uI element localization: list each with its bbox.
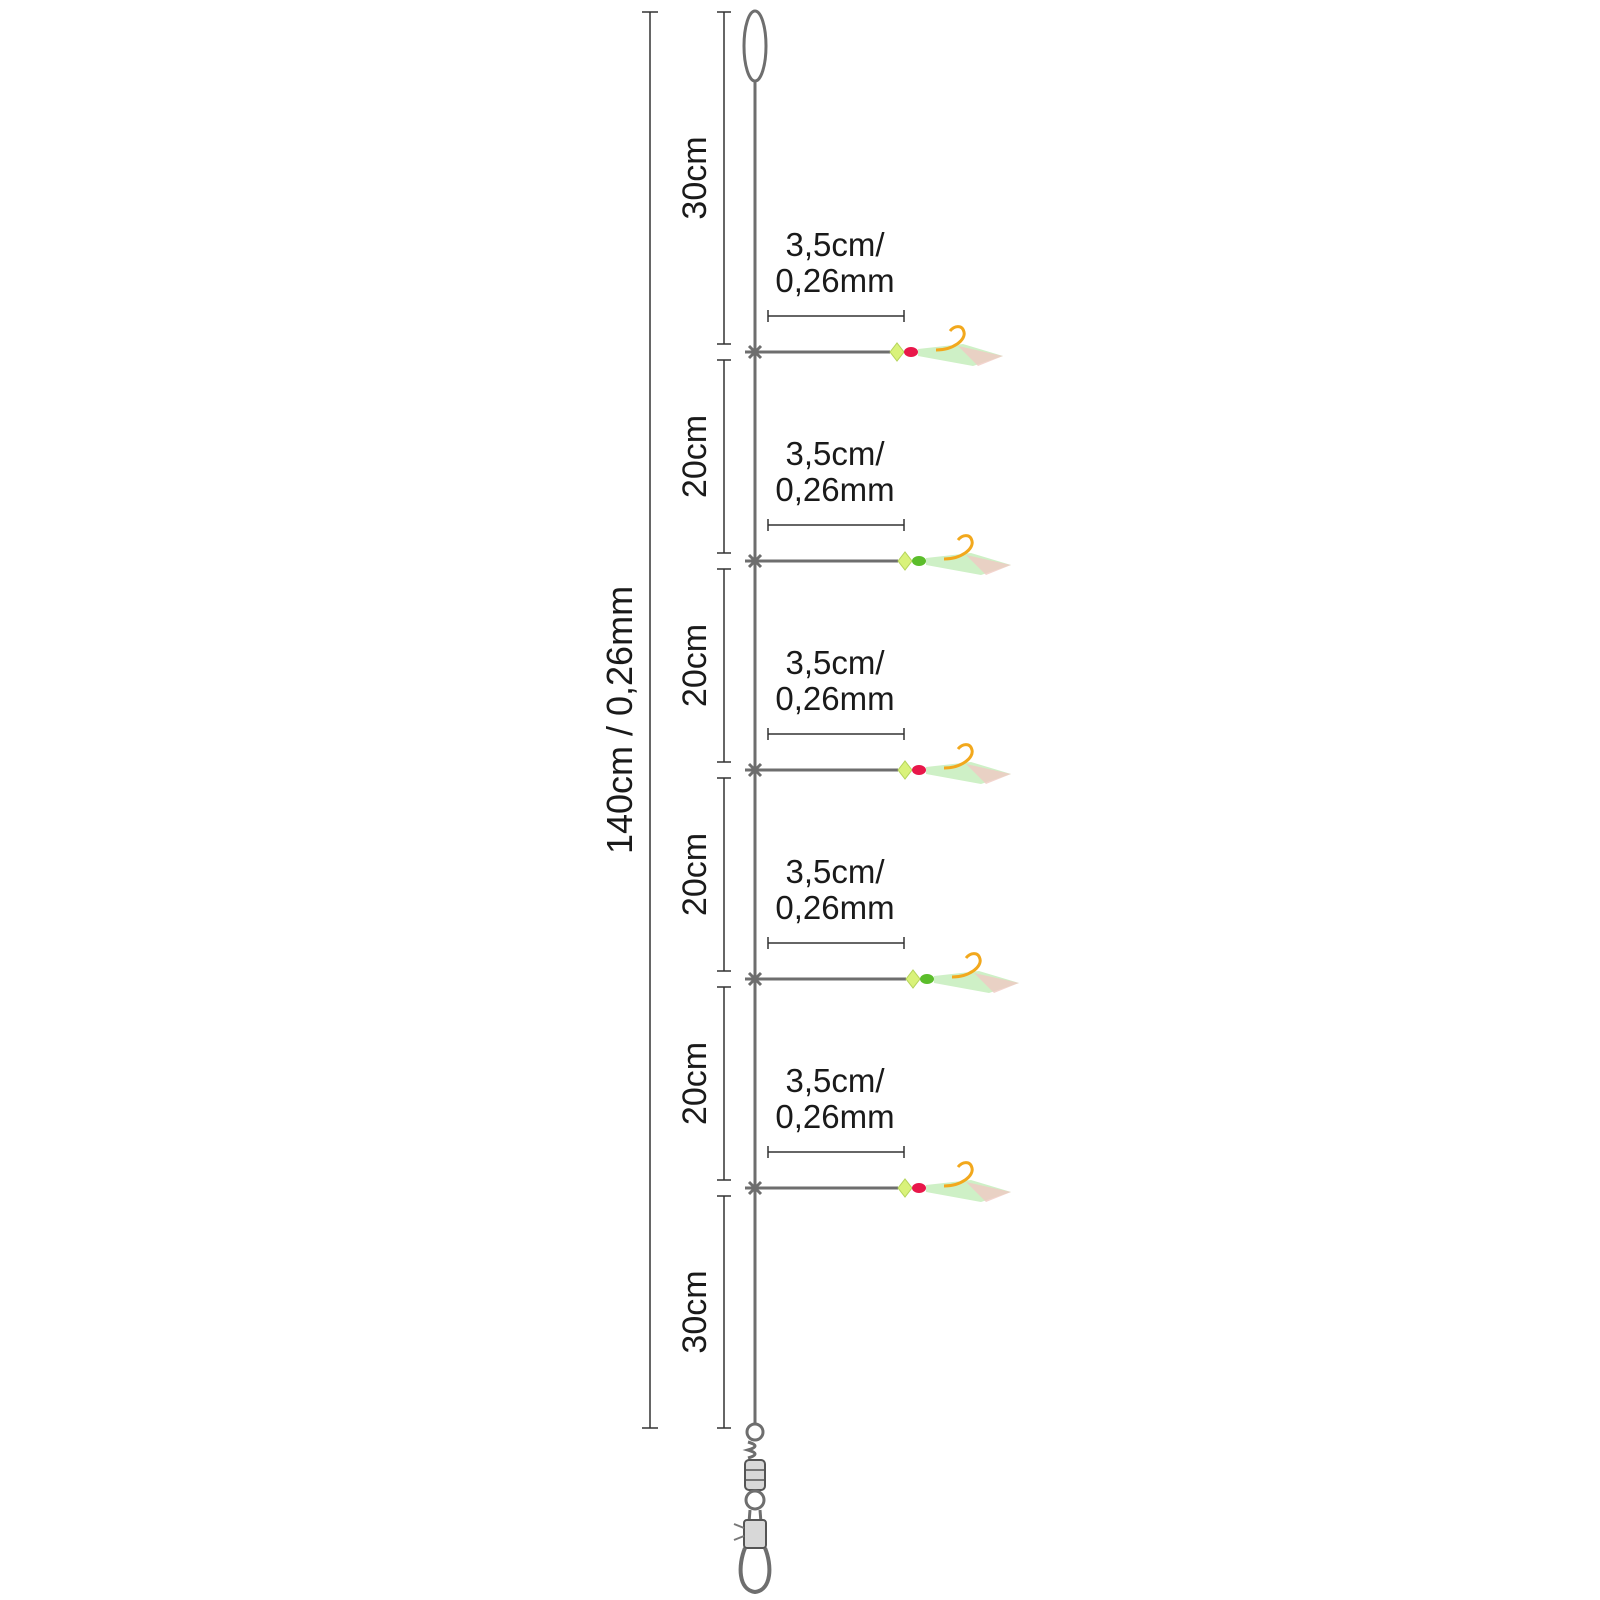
total-dimension xyxy=(599,12,658,1428)
snood-length-label: 3,5cm/ xyxy=(785,435,885,472)
segment-dimension xyxy=(676,778,731,971)
snood-dimension-line xyxy=(768,310,904,322)
snood-length-label: 3,5cm/ xyxy=(785,226,885,263)
bead-icon xyxy=(904,347,918,357)
float-bead-icon xyxy=(906,970,920,988)
top-loop xyxy=(744,11,766,81)
swivel-snap-icon xyxy=(734,1424,769,1592)
snood-length-label: 3,5cm/ xyxy=(785,644,885,681)
main-line xyxy=(744,11,766,1425)
snood-diameter-label: 0,26mm xyxy=(775,680,895,717)
total-length-label: 140cm / 0,26mm xyxy=(599,585,640,855)
snood xyxy=(745,226,1003,366)
segment-length-label: 20cm xyxy=(676,623,714,708)
segment-length-label: 30cm xyxy=(676,136,714,220)
segment-length-label: 20cm xyxy=(676,414,714,499)
segment-dimension xyxy=(676,360,731,553)
snood xyxy=(745,853,1019,993)
snood-diameter-label: 0,26mm xyxy=(775,1098,895,1135)
snood-diameter-label: 0,26mm xyxy=(775,889,895,926)
segment-dimension xyxy=(676,1196,731,1428)
snood-length-label: 3,5cm/ xyxy=(785,1062,885,1099)
snood xyxy=(745,644,1011,784)
segment-dimension xyxy=(676,987,731,1180)
segment-dimension xyxy=(676,569,731,762)
bead-icon xyxy=(912,1183,926,1193)
segment-dimension xyxy=(676,12,731,344)
snood xyxy=(745,435,1011,575)
snood-diameter-label: 0,26mm xyxy=(775,471,895,508)
bead-icon xyxy=(920,974,934,984)
snoods xyxy=(745,226,1019,1202)
snood-dimension-line xyxy=(768,728,904,740)
segment-length-label: 20cm xyxy=(676,1041,714,1126)
snood-dimension-line xyxy=(768,1146,904,1158)
snood-dimension-line xyxy=(768,519,904,531)
float-bead-icon xyxy=(898,1179,912,1197)
float-bead-icon xyxy=(890,343,904,361)
segment-dimensions xyxy=(676,12,731,1428)
snood xyxy=(745,1062,1011,1202)
segment-length-label: 20cm xyxy=(676,832,714,917)
float-bead-icon xyxy=(898,552,912,570)
snood-diameter-label: 0,26mm xyxy=(775,262,895,299)
segment-length-label: 30cm xyxy=(676,1270,714,1354)
bead-icon xyxy=(912,556,926,566)
snood-dimension-line xyxy=(768,937,904,949)
snood-length-label: 3,5cm/ xyxy=(785,853,885,890)
float-bead-icon xyxy=(898,761,912,779)
bead-icon xyxy=(912,765,926,775)
